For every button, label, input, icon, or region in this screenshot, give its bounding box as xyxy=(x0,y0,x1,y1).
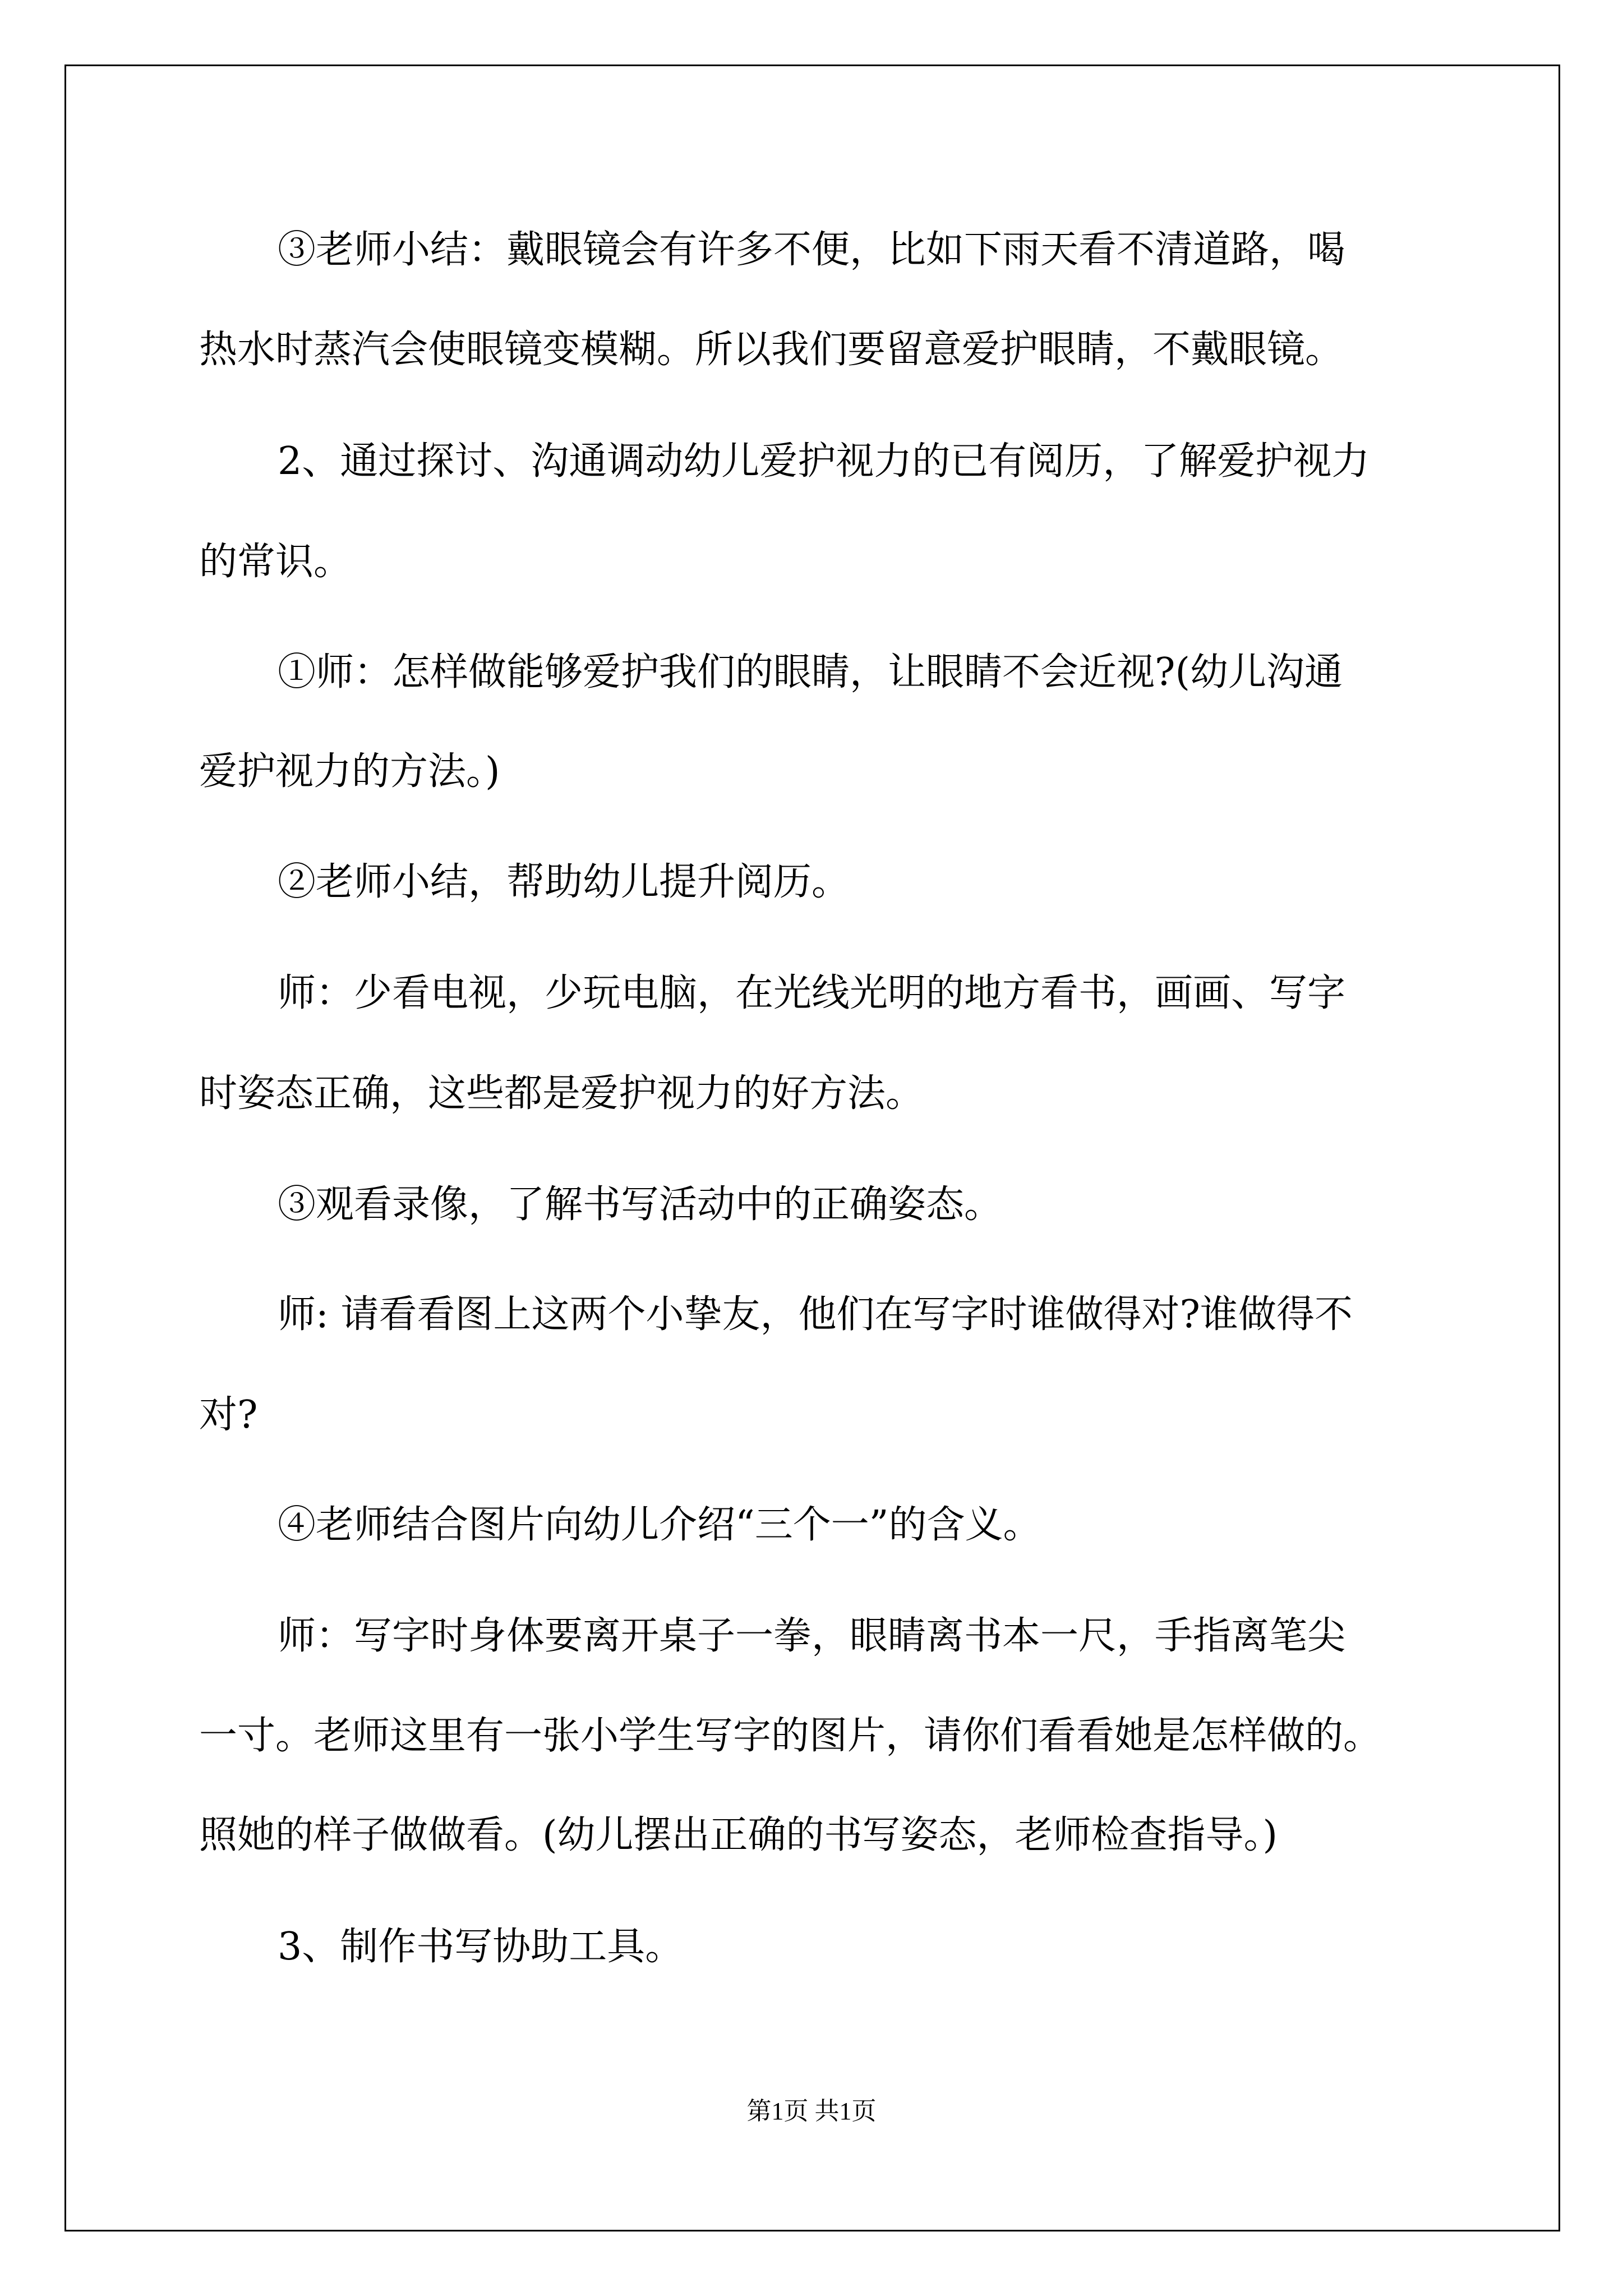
text-line: ②老师小结，帮助幼儿提升阅历。 xyxy=(278,860,850,904)
text-line: 师: 请看看图上这两个小挚友，他们在写字时谁做得对?谁做得不 xyxy=(278,1292,1353,1337)
text-line: 3、制作书写协助工具。 xyxy=(278,1925,684,1969)
text-line: ③观看录像，了解书写活动中的正确姿态。 xyxy=(278,1182,1003,1227)
text-line: 一寸。老师这里有一张小学生写字的图片，请你们看看她是怎样做的。 xyxy=(199,1714,1382,1758)
text-line: 2、通过探讨、沟通调动幼儿爱护视力的已有阅历，了解爱护视力 xyxy=(278,439,1370,484)
text-line: ③老师小结：戴眼镜会有许多不便，比如下雨天看不清道路，喝 xyxy=(278,228,1346,272)
text-line: 对? xyxy=(199,1393,258,1437)
text-line: ④老师结合图片向幼儿介绍“三个一”的含义。 xyxy=(278,1503,1041,1547)
text-line: 热水时蒸汽会使眼镜变模糊。所以我们要留意爱护眼睛，不戴眼镜。 xyxy=(199,328,1344,372)
page-footer: 第1页 共1页 xyxy=(746,2097,877,2125)
text-line: 照她的样子做做看。(幼儿摆出正确的书写姿态，老师检查指导。) xyxy=(199,1813,1278,1857)
text-line: 爱护视力的方法。) xyxy=(199,749,500,794)
text-line: 的常识。 xyxy=(199,540,352,584)
text-line: ①师：怎样做能够爱护我们的眼睛，让眼睛不会近视?(幼儿沟通 xyxy=(278,650,1343,694)
text-line: 时姿态正确，这些都是爱护视力的好方法。 xyxy=(199,1071,924,1116)
page-border xyxy=(64,65,1560,2231)
text-line: 师：少看电视，少玩电脑，在光线光明的地方看书，画画、写字 xyxy=(278,971,1346,1015)
text-line: 师：写字时身体要离开桌子一拳，眼睛离书本一尺，手指离笔尖 xyxy=(278,1614,1346,1658)
